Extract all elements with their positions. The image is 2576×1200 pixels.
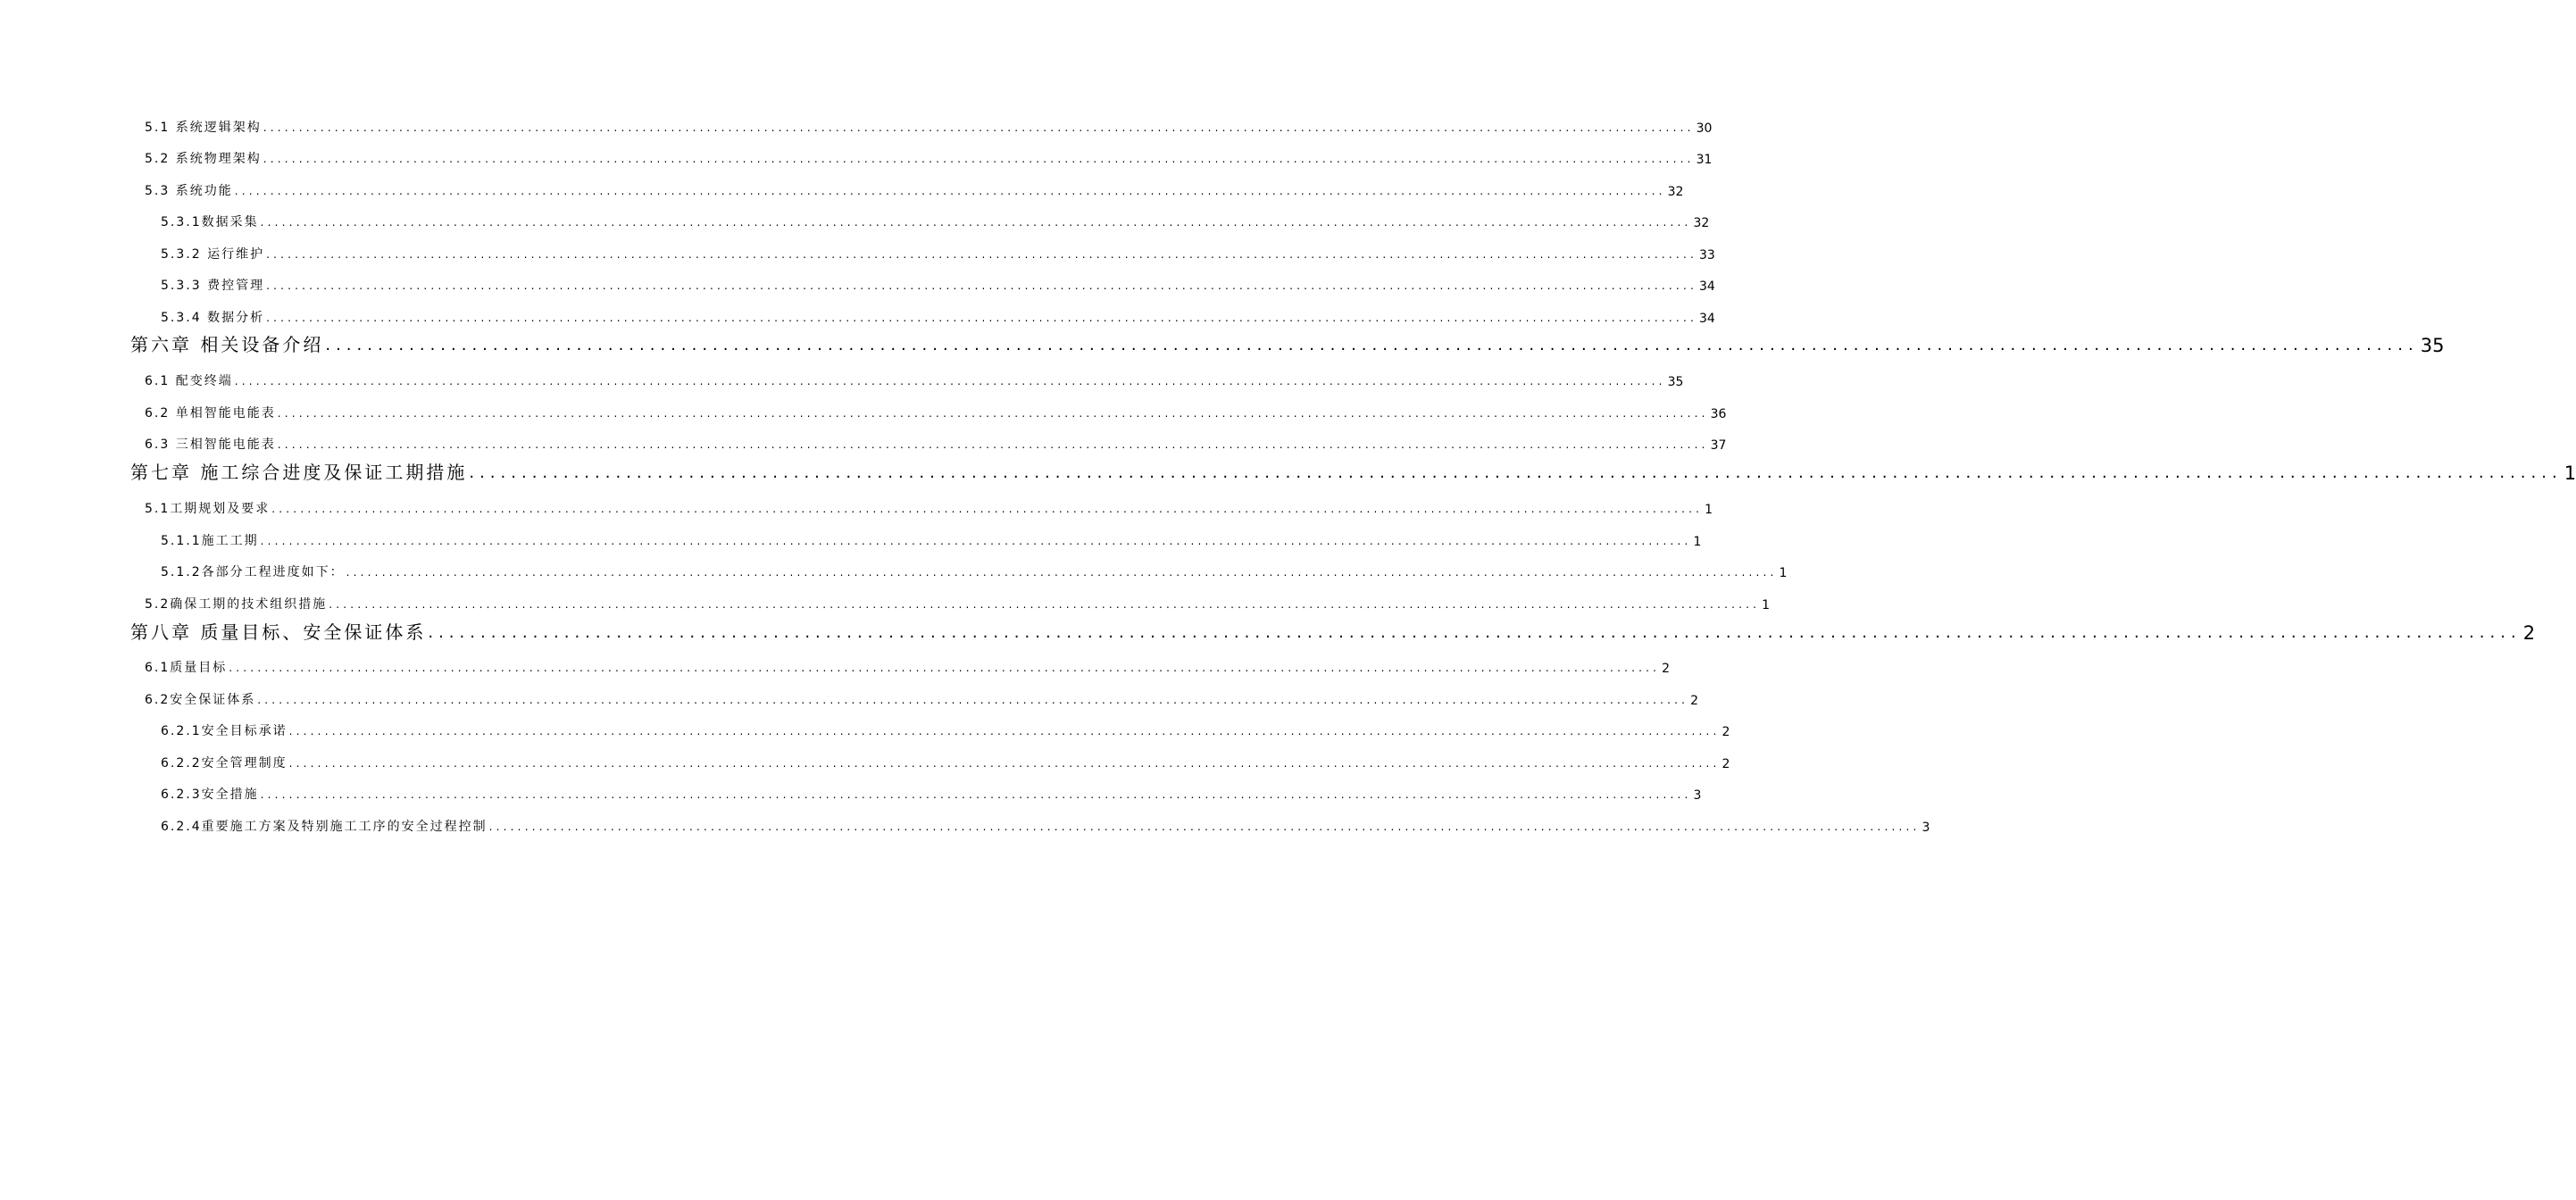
dot-leader: ........................................................................................................................................................................................................ xyxy=(329,598,1761,611)
toc-entry[interactable] xyxy=(145,362,1684,389)
toc-entry-page: 1 xyxy=(1779,566,1788,580)
dot-leader: ........................................................................................................................................................................................................ xyxy=(277,438,1709,451)
toc-entry-page: 33 xyxy=(1698,248,1715,262)
dot-leader: ........................................................................................................................................................................................................ xyxy=(346,566,1778,579)
toc-entry-title: 5.3.1数据采集 xyxy=(161,215,259,229)
dot-leader: ........................................................................................................................................................................................................ xyxy=(234,185,1666,197)
toc-chapter-title: 第八章 质量目标、安全保证体系 xyxy=(130,621,427,643)
toc-entry[interactable] xyxy=(161,808,1930,835)
toc-entry[interactable] xyxy=(161,745,1730,771)
dot-leader: ........................................................................................................................................................................................................ xyxy=(229,662,1661,674)
dot-leader: ........................................................................................................................................................................................................ xyxy=(260,788,1692,801)
toc-entry-title: 6.1质量目标 xyxy=(145,661,228,675)
toc-entry-page: 1 xyxy=(1693,535,1702,549)
toc-entry[interactable] xyxy=(161,267,1715,294)
toc-entry[interactable] xyxy=(161,236,1715,262)
toc-entry-title: 5.1.1施工工期 xyxy=(161,534,259,548)
toc-entry-title: 6.3 三相智能电能表 xyxy=(145,438,276,452)
toc-entry-page: 1 xyxy=(1762,598,1771,612)
toc-entry-title: 5.3.2 运行维护 xyxy=(161,247,265,262)
dot-leader: ........................................................................................................................................................................................................ xyxy=(271,503,1704,515)
toc-chapter-title: 第六章 相关设备介绍 xyxy=(130,334,324,355)
toc-entry[interactable] xyxy=(145,109,1713,136)
toc-entry[interactable] xyxy=(145,681,1699,708)
toc-entry-page: 3 xyxy=(1922,821,1930,835)
toc-chapter[interactable] xyxy=(130,457,2576,484)
toc-entry[interactable] xyxy=(161,776,1702,803)
toc-entry-title: 5.1工期规划及要求 xyxy=(145,502,271,516)
toc-entry-title: 5.3.3 费控管理 xyxy=(161,279,265,293)
toc-entry-page: 37 xyxy=(1710,438,1727,453)
dot-leader: ........................................................................................................................................................................................................ xyxy=(234,375,1666,388)
toc-entry[interactable] xyxy=(145,490,1713,517)
toc-entry-page: 31 xyxy=(1696,153,1713,167)
toc-entry-title: 5.3 系统功能 xyxy=(145,184,233,198)
toc-entry-title: 5.1 系统逻辑架构 xyxy=(145,121,262,135)
toc-entry[interactable] xyxy=(145,395,1727,421)
toc-entry-title: 6.2.1安全目标承诺 xyxy=(161,724,288,738)
toc-entry-page: 35 xyxy=(1667,375,1684,389)
dot-leader: ........................................................................................................................................................................................................ xyxy=(325,336,2419,354)
toc-entry-title: 5.1.2各部分工程进度如下： xyxy=(161,565,345,579)
dot-leader: ........................................................................................................................................................................................................ xyxy=(260,216,1692,229)
dot-leader: ........................................................................................................................................................................................................ xyxy=(288,757,1721,770)
dot-leader: ........................................................................................................................................................................................................ xyxy=(428,623,2522,642)
toc-entry[interactable] xyxy=(145,586,1771,612)
dot-leader: ........................................................................................................................................................................................................ xyxy=(469,463,2563,482)
dot-leader: ........................................................................................................................................................................................................ xyxy=(266,312,1697,324)
dot-leader: ........................................................................................................................................................................................................ xyxy=(266,248,1697,261)
toc-entry-page: 2 xyxy=(1690,694,1699,708)
toc-entry-title: 6.2.3安全措施 xyxy=(161,788,259,802)
dot-leader: ........................................................................................................................................................................................................ xyxy=(288,725,1721,738)
toc-entry-page: 2 xyxy=(1722,757,1730,771)
toc-entry-page: 30 xyxy=(1696,121,1713,136)
dot-leader: ........................................................................................................................................................................................................ xyxy=(263,121,1695,134)
toc-entry-title: 6.2安全保证体系 xyxy=(145,693,256,707)
toc-entry-title: 5.3.4 数据分析 xyxy=(161,311,265,325)
toc-entry[interactable] xyxy=(161,299,1715,326)
toc-entry[interactable] xyxy=(161,712,1730,739)
toc-chapter-page: 35 xyxy=(2420,335,2445,356)
toc-entry[interactable] xyxy=(161,554,1788,580)
toc-entry-title: 5.2 系统物理架构 xyxy=(145,152,262,166)
toc-entry-page: 2 xyxy=(1722,725,1730,739)
toc-entry-page: 3 xyxy=(1693,788,1702,803)
dot-leader: ........................................................................................................................................................................................................ xyxy=(257,694,1689,706)
toc-entry-title: 6.2.4重要施工方案及特别施工工序的安全过程控制 xyxy=(161,820,488,834)
toc-chapter[interactable] xyxy=(130,329,2445,356)
toc-chapter[interactable] xyxy=(130,617,2536,644)
toc-entry[interactable] xyxy=(145,649,1671,676)
dot-leader: ........................................................................................................................................................................................................ xyxy=(488,821,1921,833)
toc-entry[interactable] xyxy=(145,140,1713,167)
toc-entry-page: 2 xyxy=(1662,662,1671,676)
toc-entry[interactable] xyxy=(161,522,1702,549)
toc-entry-page: 34 xyxy=(1698,312,1715,326)
dot-leader: ........................................................................................................................................................................................................ xyxy=(260,535,1692,547)
dot-leader: ........................................................................................................................................................................................................ xyxy=(266,279,1697,292)
toc-chapter-page: 1 xyxy=(2563,462,2576,484)
toc-chapter-title: 第七章 施工综合进度及保证工期措施 xyxy=(130,462,468,483)
toc-entry-title: 6.1 配变终端 xyxy=(145,374,233,388)
toc-entry-page: 32 xyxy=(1667,185,1684,199)
toc-entry-title: 5.2确保工期的技术组织措施 xyxy=(145,597,328,612)
dot-leader: ........................................................................................................................................................................................................ xyxy=(277,407,1709,420)
toc-entry-title: 6.2 单相智能电能表 xyxy=(145,406,276,421)
toc-entry[interactable] xyxy=(145,426,1727,453)
toc-entry-page: 1 xyxy=(1705,503,1713,517)
toc-entry-page: 36 xyxy=(1710,407,1727,421)
toc-entry[interactable] xyxy=(145,172,1684,199)
toc-entry-page: 34 xyxy=(1698,279,1715,294)
toc-entry[interactable] xyxy=(161,204,1710,230)
toc-entry-page: 32 xyxy=(1693,216,1710,230)
toc-entry-title: 6.2.2安全管理制度 xyxy=(161,756,288,771)
toc-chapter-page: 2 xyxy=(2522,622,2536,644)
dot-leader: ........................................................................................................................................................................................................ xyxy=(263,153,1695,165)
